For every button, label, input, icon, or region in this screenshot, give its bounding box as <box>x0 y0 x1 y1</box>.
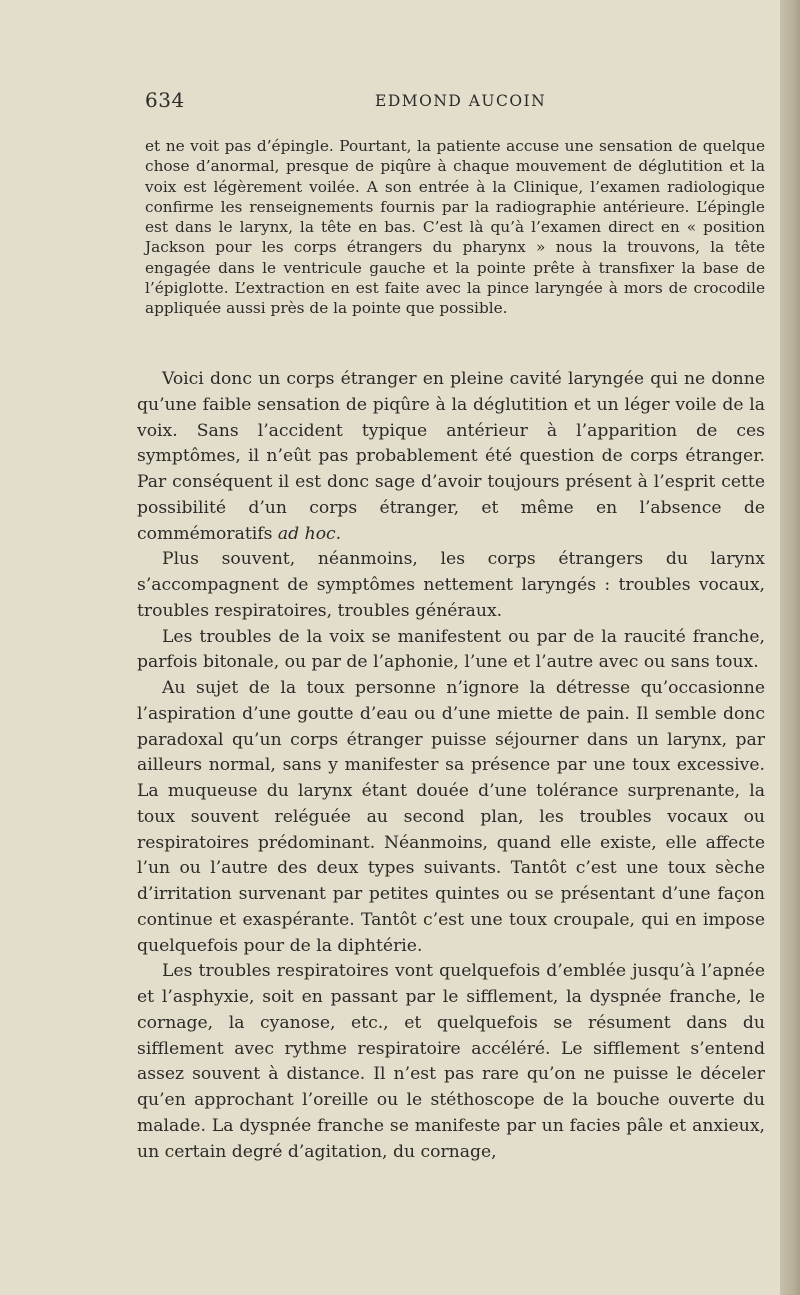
paragraph-5: Les troubles respiratoires vont quelquefois d’emblée jusqu’à l’apnée et l’asphyxie, soit en passant par le sifflement, la dyspnée franche, le cornage, la cyanose, etc., et quelquefois se résument dans du sifflement avec rythme respiratoire accéléré. Le sifflement s’entend assez souvent à distance. Il n’est pas rare qu’on ne puisse le déceler qu’en approchant l’oreille ou le stéthoscope de la bouche ouverte du malade. La dyspnée franche se manifeste par un facies pâle et anxieux, un certain degré d’agitation, du cornage, <box>137 961 765 1162</box>
page-number: 634 <box>145 88 185 112</box>
paragraph-1-italic: ad hoc. <box>277 523 342 544</box>
page-header <box>145 88 765 118</box>
paragraph-2: Plus souvent, néanmoins, les corps étrangers du larynx s’accompagnent de symptômes nettement laryngés : troubles vocaux, troubles respiratoires, troubles généraux. <box>137 549 765 621</box>
paragraph-3: Les troubles de la voix se manifestent ou par de la raucité franche, parfois bitonale, ou par de l’aphonie, l’une et l’autre avec ou sans toux. <box>137 626 765 673</box>
running-head: EDMOND AUCOIN <box>375 92 547 110</box>
page-edge <box>780 0 800 1295</box>
main-text <box>137 367 765 1165</box>
case-note <box>145 136 765 319</box>
paragraph-4: Au sujet de la toux personne n’ignore la détresse qu’occasionne l’aspiration d’une goutte d’eau ou d’une miette de pain. Il semble donc paradoxal qu’un corps étranger puisse séjourner dans un larynx, par ailleurs normal, sans y manifester sa présence par une toux excessive. La muqueuse du larynx étant douée d’une tolérance surprenante, la toux souvent reléguée au second plan, les troubles vocaux ou respiratoires prédominant. Néanmoins, quand elle existe, elle affecte l’un ou l’autre des deux types suivants. Tantôt c’est une toux sèche d’irritation survenant par petites quintes ou se présentant d’une façon continue et exaspérante. Tantôt c’est une toux croupale, qui en impose quelquefois pour de la diphtérie. <box>137 678 765 956</box>
case-note-text: et ne voit pas d’épingle. Pourtant, la patiente accuse une sensation de quelque chose d’anormal, presque de piqûre à chaque mouvement de déglutition et la voix est légèrement voilée. A son entrée à la Clinique, l’examen radiologique confirme les renseignements fournis par la radiographie antérieure. L’épingle est dans le larynx, la tête en bas. C’est là qu’à l’examen direct en « position Jackson pour les corps étrangers du pharynx » nous la trouvons, la tête engagée dans le ventricule gauche et la pointe prête à transfixer la base de l’épiglotte. L’extraction en est faite avec la pince laryngée à mors de crocodile appliquée aussi près de la pointe que possible. <box>145 137 765 318</box>
paragraph-1 <box>137 367 765 547</box>
paragraph-1-text: Voici donc un corps étranger en pleine cavité laryngée qui ne donne qu’une faible sensation de piqûre à la déglutition et un léger voile de la voix. Sans l’accident typique antérieur à l’apparition de ces symptômes, il n’eût pas probablement été question de corps étranger. Par conséquent il est donc sage d’avoir toujours présent à l’esprit cette possibilité d’un corps étranger, et même en l’absence de commémoratifs <box>137 369 765 544</box>
